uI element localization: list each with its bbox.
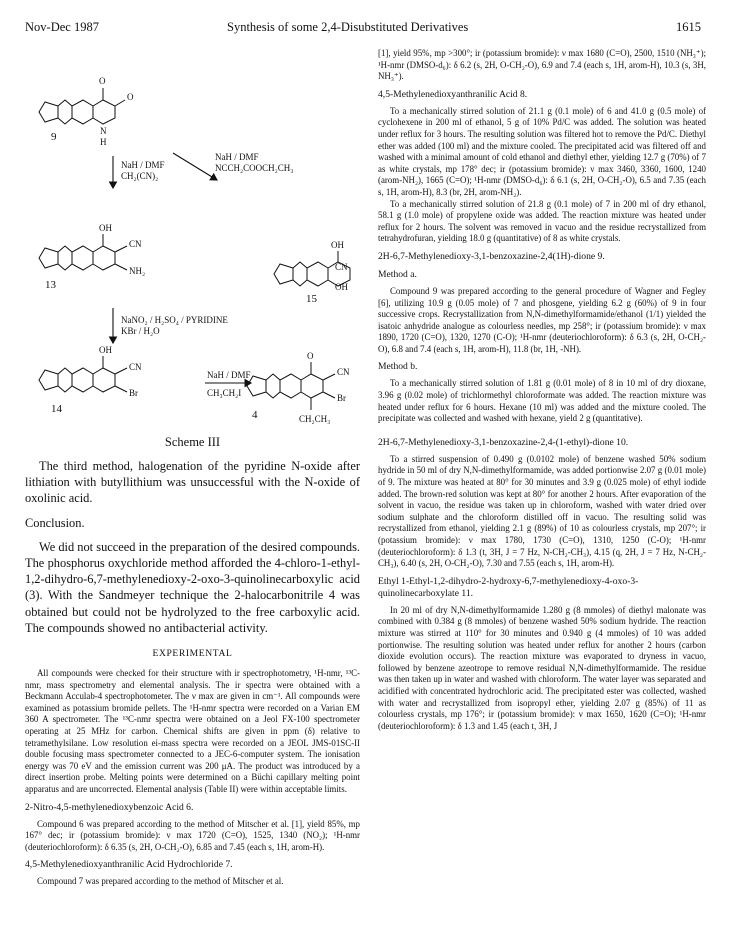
atom-o-4: O <box>307 351 314 361</box>
paragraph: We did not succeed in the preparation of the desired compounds. The phosphorus oxychloride method afforded the 4-chloro-1-ethyl-1,2-dihydro-6,7-methylenedioxy-2-oxo-3-quinolinecarboxylic acid (3). With the Sandmeyer technique the 2-halocarbonitrile 4 was obtained but could not be hydrolyzed to the free carboxylic acid. The compounds showed no antibacterial activity. <box>25 539 360 635</box>
section-title-conclusion: Conclusion. <box>25 515 85 530</box>
atom-n-9: N <box>100 126 107 136</box>
atom-h-9: H <box>100 137 107 147</box>
running-header <box>25 20 701 40</box>
atom-o-9b: O <box>127 92 134 102</box>
page-number: 1615 <box>676 20 701 34</box>
atom-oh-15b: OH <box>335 282 348 292</box>
header-date: Nov-Dec 1987 <box>25 20 99 34</box>
atom-br-14: Br <box>129 388 138 398</box>
left-column <box>25 48 360 888</box>
paragraph: [1], yield 95%, mp >300°; ir (potassium bromide): ν max 1680 (C=O), 2500, 1510 (NH₃⁺); ¹H-nmr (DMSO-d₆): δ 6.2 (s, 2H, O-CH₂-O), 6.9 and 7.4 (each s, 1H, arom-H), 10.3 (s, 3H, NH₃⁺). <box>378 48 706 82</box>
atom-cn-15: CN <box>335 262 348 272</box>
method-title: Method a. <box>378 268 417 280</box>
reagent-1b: CH₂(CN)₂ <box>121 171 159 181</box>
cmpd-label-9: 9 <box>51 131 57 143</box>
compound-title: 2H-6,7-Methylenedioxy-3,1-benzoxazine-2,4(1H)-dione 9. <box>378 250 605 262</box>
cmpd-label-13: 13 <box>45 279 56 291</box>
paragraph: Compound 9 was prepared according to the general procedure of Wagner and Fegley [6], utilizing 10.9 g (0.05 mole) of 7 and phosgene, yielding 6.2 g (60%) of 9 in four successive crops. Recrystallization from N,N-dimethylformamide/ethanol (1/1) yielded the isatoic anhydride analogue as colourless needles, mp 258°; ir (potassium bromide): ν max 1890, 1720 (C=O), 1320, 1270 (C-O); ¹H-nmr (deuteriochloroform): δ 6.3 (s, 2H, O-CH₂-O), 6.8 and 7.4 (each s, 1H, arom-H), 11.8 (br, 1H, -NH). <box>378 285 706 354</box>
atom-oh-15: OH <box>331 240 344 250</box>
paragraph: The third method, halogenation of the pyridine N-oxide after lithiation with butyllithium was unsuccessful with the N-oxide of oxolinic acid. <box>25 459 360 506</box>
reagent-1a: NaH / DMF <box>121 160 165 170</box>
atom-oh-13: OH <box>99 223 112 233</box>
compound-title: 4,5-Methylenedioxyanthranilic Acid Hydrochloride 7. <box>25 859 233 871</box>
cmpd-label-15: 15 <box>306 293 317 305</box>
paragraph: To a stirred suspension of 0.490 g (0.0102 mole) of benzene washed 50% sodium hydride in 50 ml of dry N,N-dimethylformamide, was added portionwise 2.07 g (0.01 mole) of 9. The mixture was heated at 80° for 30 minutes and 3.9 g (0.025 mole) of ethyl iodide added. The brown-red solution was kept at 80° for another 2 hours. After evaporation of the solvent in vacuo, the residue was taken up in chloroform, washed with water dried over sodium sulphate and the chloroform distilled off in vacuo. The resulting solid was recrystallized from ethanol, yielding 2.1 g (89%) of 10 as colourless crystals, mp 207°; ir (potassium bromide): ν max 1780, 1730 (C=O), 1310, 1250 (C-O); ¹H-nmr (deuteriochloroform): δ 1.3 (t, 3H, J = 7 Hz, N-CH₂-CH₃), 4.15 (q, 2H, J = 7 Hz, N-CH₂-CH₃), 6.40 (s, 2H, O-CH₂-O), 7.30 and 7.55 (each s, 1H, arom-H). <box>378 453 706 569</box>
reagent-2a: NaH / DMF <box>215 152 259 162</box>
reagent-4a: NaH / DMF <box>207 370 251 380</box>
compound-title: 2H-6,7-Methylenedioxy-3,1-benzoxazine-2,4-(1-ethyl)-dione 10. <box>378 436 629 448</box>
reagent-4b: CH₃CH₂I <box>207 388 242 398</box>
scheme-drawing <box>25 48 360 433</box>
paragraph: All compounds were checked for their structure with ir spectrophotometry, ¹H-nmr, ¹³C-nmr, mass spectrometry and elemental analysis. The ir spectra were obtained with a Beckmann Acculab-4 spectrophotometer. The ν max are given in cm⁻¹. All compounds were examined as potassium bromide pellets. The ¹H-nmr spectra were recorded on a Varian EM 360 A spectrometer. The ¹³C-nmr spectra were obtained on a Jeol FX-100 spectrometer operating at 25 MHz for carbon. Chemical shifts are given in ppm (δ) relative to tetramethylsilane. Low resolution ei-mass spectra were recorded on a JEOL JMS-01SC-II double focusing mass spectrometer connected to a JEC-6-computer system. The ionisation energy was 70 eV and the emission current was 200 μA. The product was introduced by a direct insertion probe. Melting points were determined on a Büchi capillary melting point apparatus and are uncorrected. Elemental analysis (Table II) were within acceptable limits. <box>25 668 360 794</box>
header-title: Synthesis of some 2,4-Disubstituted Derivatives <box>227 20 469 34</box>
reaction-scheme <box>25 48 360 433</box>
paragraph: To a mechanically stirred solution of 21.8 g (0.1 mole) of 7 in 200 ml of dry ethanol, 58.1 g (1.0 mole) of propylene oxide was added. The reaction mixture was heated under reflux for 2 hours. The solvent was removed in vacuo and the residue recrystallized from tetrahydrofuran, yielding 18.0 g (quantitative) of 8 as white crystals. <box>378 198 706 244</box>
cmpd-label-4: 4 <box>252 409 258 421</box>
compound-title: 4,5-Methylenedioxyanthranilic Acid 8. <box>378 88 528 100</box>
atom-et-4: CH₂CH₃ <box>299 414 331 424</box>
compound-title: 2-Nitro-4,5-methylenedioxybenzoic Acid 6. <box>25 801 194 813</box>
paragraph: To a mechanically stirred solution of 1.81 g (0.01 mole) of 8 in 10 ml of dry dioxane, 3.96 g (0.02 mole) of trichlormethyl chloroformate was added. The reaction mixture was heated under reflux for 6 hours. Hexane (10 ml) was added and the mixture cooled. The precipitate was collected and washed with hexane, yield 2 g (quantitative). <box>378 378 706 424</box>
right-column <box>378 48 706 732</box>
atom-o-9: O <box>99 76 106 86</box>
paragraph: To a mechanically stirred solution of 21.1 g (0.1 mole) of 6 and 41.0 g (0.5 mole) of cyclohexene in 200 ml of ethanol, 5 g of 10% Pd/C was added. The solution was heated under reflux for 3 hours. The resulting solution was filtered hot to remove the Pd/C. Diethyl ether was added (100 ml) and the mixture cooled. The precipitated acid was filtered off and washed with a minimal amount of cold ethanol and diethyl ether, yielding 12.7 g (70%) of 7 as white crystals, mp 178° dec; ir (potassium bromide): ν max 3460, 3360, 1600, 1240 (arom-NH₂), 1665 (C=O); ¹H-nmr (DMSO-d₆): δ 6.1 (s, 2H, O-CH₂-O), 6.5 and 7.35 (each s, 1H, arom-H), 8.3 (br, 2H, arom-NH₂). <box>378 105 706 197</box>
atom-cn-13: CN <box>129 239 142 249</box>
section-title-experimental: EXPERIMENTAL <box>152 648 233 660</box>
cmpd-label-14: 14 <box>51 403 62 415</box>
reagent-3b: KBr / H₂O <box>121 326 160 336</box>
reagent-2b: NCCH₂COOCH₂CH₃ <box>215 163 294 173</box>
compound-title: Ethyl 1-Ethyl-1,2-dihydro-2-hydroxy-6,7-methylenedioxy-4-oxo-3-quinolinecarboxylate 11. <box>378 575 639 599</box>
atom-br-4: Br <box>337 393 346 403</box>
atom-cn-4: CN <box>337 367 350 377</box>
paragraph: Compound 6 was prepared according to the method of Mitscher et al. [1], yield 85%, mp 167° dec; ir (potassium bromide): ν max 1720 (C=O), 1525, 1340 (NO₂); ¹H-nmr (deuteriochloroform): δ 6.35 (s, 2H, O-CH₂-O), 6.85 and 7.45 (each s, 1H, arom-H). <box>25 818 360 852</box>
paragraph: Compound 7 was prepared according to the method of Mitscher et al. <box>37 876 284 887</box>
scheme-caption: Scheme III <box>164 435 221 449</box>
atom-oh-14: OH <box>99 345 112 355</box>
method-title: Method b. <box>378 361 418 373</box>
atom-cn-14: CN <box>129 362 142 372</box>
paragraph: In 20 ml of dry N,N-dimethylformamide 1.280 g (8 mmoles) of diethyl malonate was combined with 0.384 g (8 mmoles) of benzene washed 50% sodium hydride. The reaction mixture was stirred at 110° for 30 minutes and 0.940 g (4 mmoles) of 10 was added portionwise. The resulting solution was heated under reflux for another 2 hours (carbon dioxide evolution occurs). The reaction mixture was evaporated to dryness in vacuo, followed by benzene azeotrope to remove residual N,N-dimethylformamide. The residue was then taken up in water and washed with chloroform. The water layer was separated and acidified with concentrated hydrochloric acid. The precipitated ester was collected, washed with water and recrystallized from isopropyl ether, yielding 2.07 g (85%) of 11 as colourless crystals, mp 176°; ir (potassium bromide): ν max 1650, 1620 (C=O); ¹H-nmr (deuteriochloroform): δ 1.3 and 1.45 (each t, 3H, J <box>378 604 706 731</box>
atom-nh2-13: NH₂ <box>129 266 146 276</box>
reagent-3a: NaNO₂ / H₂SO₄ / PYRIDINE <box>121 315 228 325</box>
